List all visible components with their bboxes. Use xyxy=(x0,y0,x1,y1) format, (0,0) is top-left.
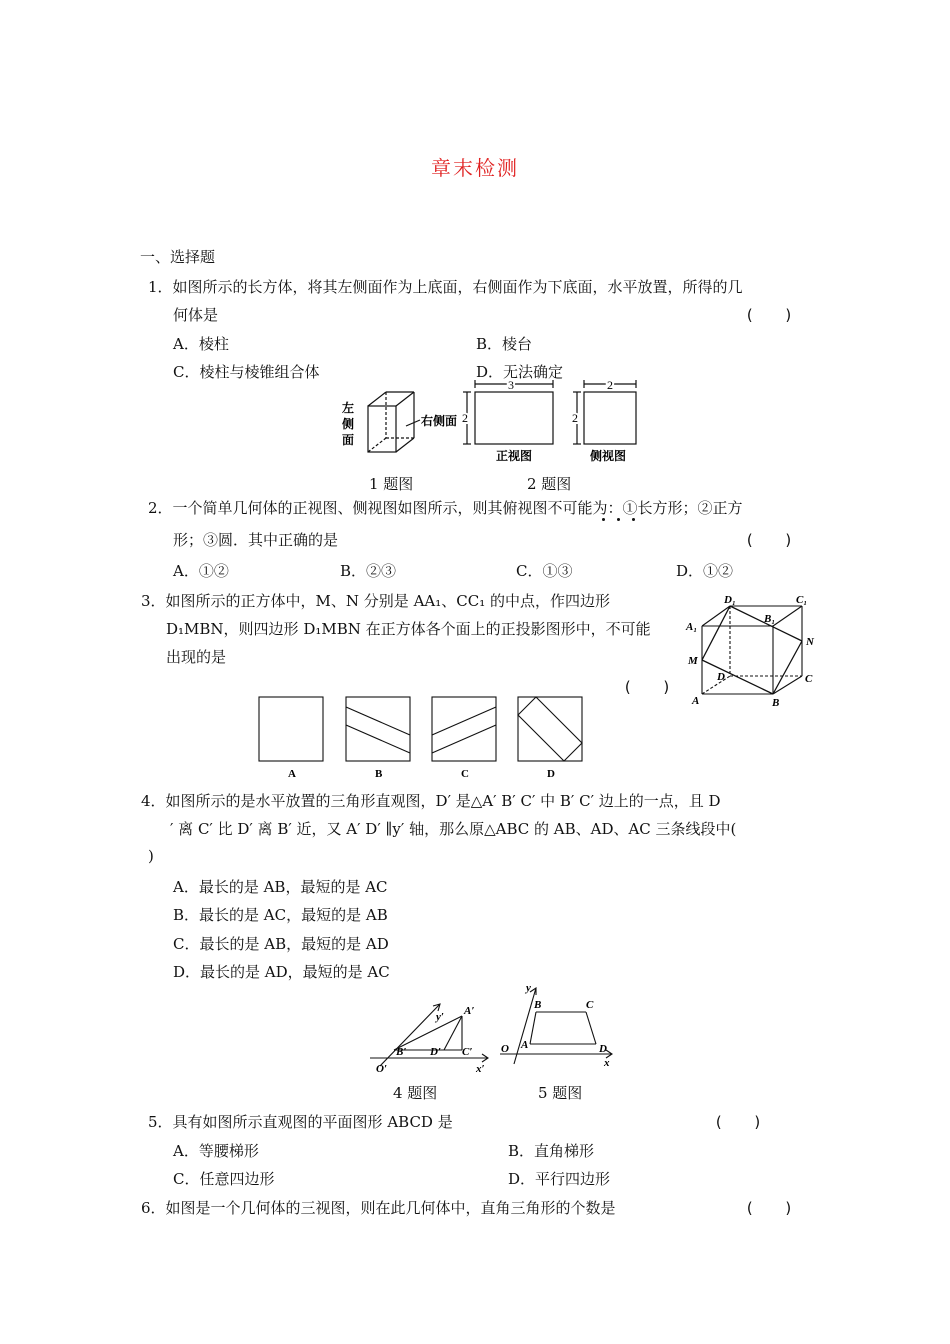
q5-line1: 5．具有如图所示直观图的平面图形 ABCD 是 xyxy=(148,1113,453,1131)
q4-line1: 4．如图所示的是水平放置的三角形直观图，D′ 是△A′ B′ C′ 中 B′ C′ 边上的一点，且 D xyxy=(141,792,721,810)
q5-option-b: B．直角梯形 xyxy=(508,1142,595,1160)
fig2-front-width: 3 xyxy=(508,378,514,392)
cube-label-b1: B₁ xyxy=(764,613,776,625)
q2-option-c: C．①③ xyxy=(516,562,573,580)
q4-option-c: C．最长的是 AB，最短的是 AD xyxy=(173,935,389,953)
fig2-front-caption: 正视图 xyxy=(496,449,533,463)
emphasis-dot xyxy=(617,518,620,521)
fig1-right-label: 右侧面 xyxy=(421,414,458,428)
cube-label-a1: A₁ xyxy=(686,621,698,633)
cube-label-d1: D₁ xyxy=(724,594,736,606)
fig1-left-label-2: 侧 xyxy=(342,417,355,431)
fig4-label-b: B′ xyxy=(396,1046,407,1058)
fig2-side-height: 2 xyxy=(572,411,578,425)
fig5-label-y: y xyxy=(526,982,531,994)
q6-line1: 6．如图是一个几何体的三视图，则在此几何体中，直角三角形的个数是 xyxy=(141,1199,616,1217)
q5-answer-paren: ( ) xyxy=(714,1113,763,1131)
section-heading: 一、选择题 xyxy=(140,248,216,266)
cube-label-c1: C₁ xyxy=(796,594,808,606)
cube-label-c: C xyxy=(805,673,813,685)
fig5-label-c: C xyxy=(586,999,594,1011)
q3-option-label-b: B xyxy=(375,768,383,780)
q6-answer-paren: ( ) xyxy=(745,1199,794,1217)
q2-line2: 形；③圆．其中正确的是 xyxy=(173,531,339,549)
figure-5-trapezoid xyxy=(496,982,616,1068)
emphasis-dot xyxy=(602,518,605,521)
cube-label-n: N xyxy=(806,636,814,648)
q4-line3: ) xyxy=(148,847,154,865)
figure-2-caption: 2 题图 xyxy=(527,475,572,493)
fig5-label-a: A xyxy=(521,1039,529,1051)
q3-line3: 出现的是 xyxy=(166,648,227,666)
q4-option-d: D．最长的是 AD，最短的是 AC xyxy=(173,963,390,981)
q2-option-a: A．①② xyxy=(173,562,229,580)
figure-4-triangle xyxy=(366,996,494,1074)
q1-option-a: A．棱柱 xyxy=(173,335,229,353)
q1-line2: 何体是 xyxy=(173,306,219,324)
q3-option-label-d: D xyxy=(547,768,555,780)
cube-label-m: M xyxy=(688,655,698,667)
cube-label-b: B xyxy=(772,697,780,709)
q1-line1: 1．如图所示的长方体，将其左侧面作为上底面，右侧面作为下底面，水平放置，所得的几 xyxy=(148,278,743,296)
fig4-label-x: x′ xyxy=(476,1063,485,1074)
page-title: 章末检测 xyxy=(431,156,519,180)
emphasis-dot xyxy=(632,518,635,521)
q2-option-b: B．②③ xyxy=(340,562,397,580)
fig4-label-d: D′ xyxy=(430,1046,442,1058)
figure-1-cuboid xyxy=(340,388,470,456)
q4-option-a: A．最长的是 AB，最短的是 AC xyxy=(173,878,388,896)
fig5-label-x: x xyxy=(604,1057,610,1068)
figure-2-views xyxy=(460,378,650,468)
q2-line1: 2．一个简单几何体的正视图、侧视图如图所示，则其俯视图不可能为：①长方形；②正方 xyxy=(148,499,743,517)
q3-line2: D₁MBN，则四边形 D₁MBN 在正方体各个面上的正投影图形中，不可能 xyxy=(166,620,651,638)
q1-option-d: D．无法确定 xyxy=(476,363,564,381)
q5-option-d: D．平行四边形 xyxy=(508,1170,611,1188)
fig4-label-c: C′ xyxy=(462,1046,473,1058)
q1-option-b: B．棱台 xyxy=(476,335,533,353)
fig4-label-o: O′ xyxy=(376,1063,388,1074)
cube-label-d: D xyxy=(717,671,725,683)
fig1-left-label-1: 左 xyxy=(342,401,355,415)
q3-option-label-c: C xyxy=(461,768,469,780)
fig2-side-caption: 侧视图 xyxy=(590,449,627,463)
q2-option-d: D．①② xyxy=(676,562,734,580)
fig5-label-o: O xyxy=(501,1043,509,1055)
fig4-label-a: A′ xyxy=(464,1005,475,1017)
q4-option-b: B．最长的是 AC，最短的是 AB xyxy=(173,906,388,924)
q3-option-figures xyxy=(255,693,590,783)
figure-3-cube xyxy=(680,592,820,714)
fig2-front-height: 2 xyxy=(462,411,468,425)
q3-line1: 3．如图所示的正方体中，M、N 分别是 AA₁、CC₁ 的中点，作四边形 xyxy=(141,592,610,610)
q1-answer-paren: ( ) xyxy=(745,306,794,324)
q3-option-label-a: A xyxy=(288,768,296,780)
fig4-label-y: y′ xyxy=(436,1011,444,1023)
fig2-side-width: 2 xyxy=(607,378,613,392)
q3-answer-paren: ( ) xyxy=(623,678,672,696)
figure-4-caption: 4 题图 xyxy=(393,1084,438,1102)
q4-line2: ′ 离 C′ 比 D′ 离 B′ 近，又 A′ D′ ∥y′ 轴，那么原△ABC 的 AB、AD、AC 三条线段中( xyxy=(170,820,737,838)
cube-label-a: A xyxy=(692,695,700,707)
fig5-label-b: B xyxy=(534,999,542,1011)
figure-5-caption: 5 题图 xyxy=(538,1084,583,1102)
q5-option-a: A．等腰梯形 xyxy=(173,1142,259,1160)
figure-1-caption: 1 题图 xyxy=(369,475,414,493)
fig1-left-label-3: 面 xyxy=(342,433,355,447)
q1-option-c: C．棱柱与棱锥组合体 xyxy=(173,363,320,381)
q5-option-c: C．任意四边形 xyxy=(173,1170,275,1188)
q2-answer-paren: ( ) xyxy=(745,531,794,549)
fig5-label-d: D xyxy=(599,1043,607,1055)
